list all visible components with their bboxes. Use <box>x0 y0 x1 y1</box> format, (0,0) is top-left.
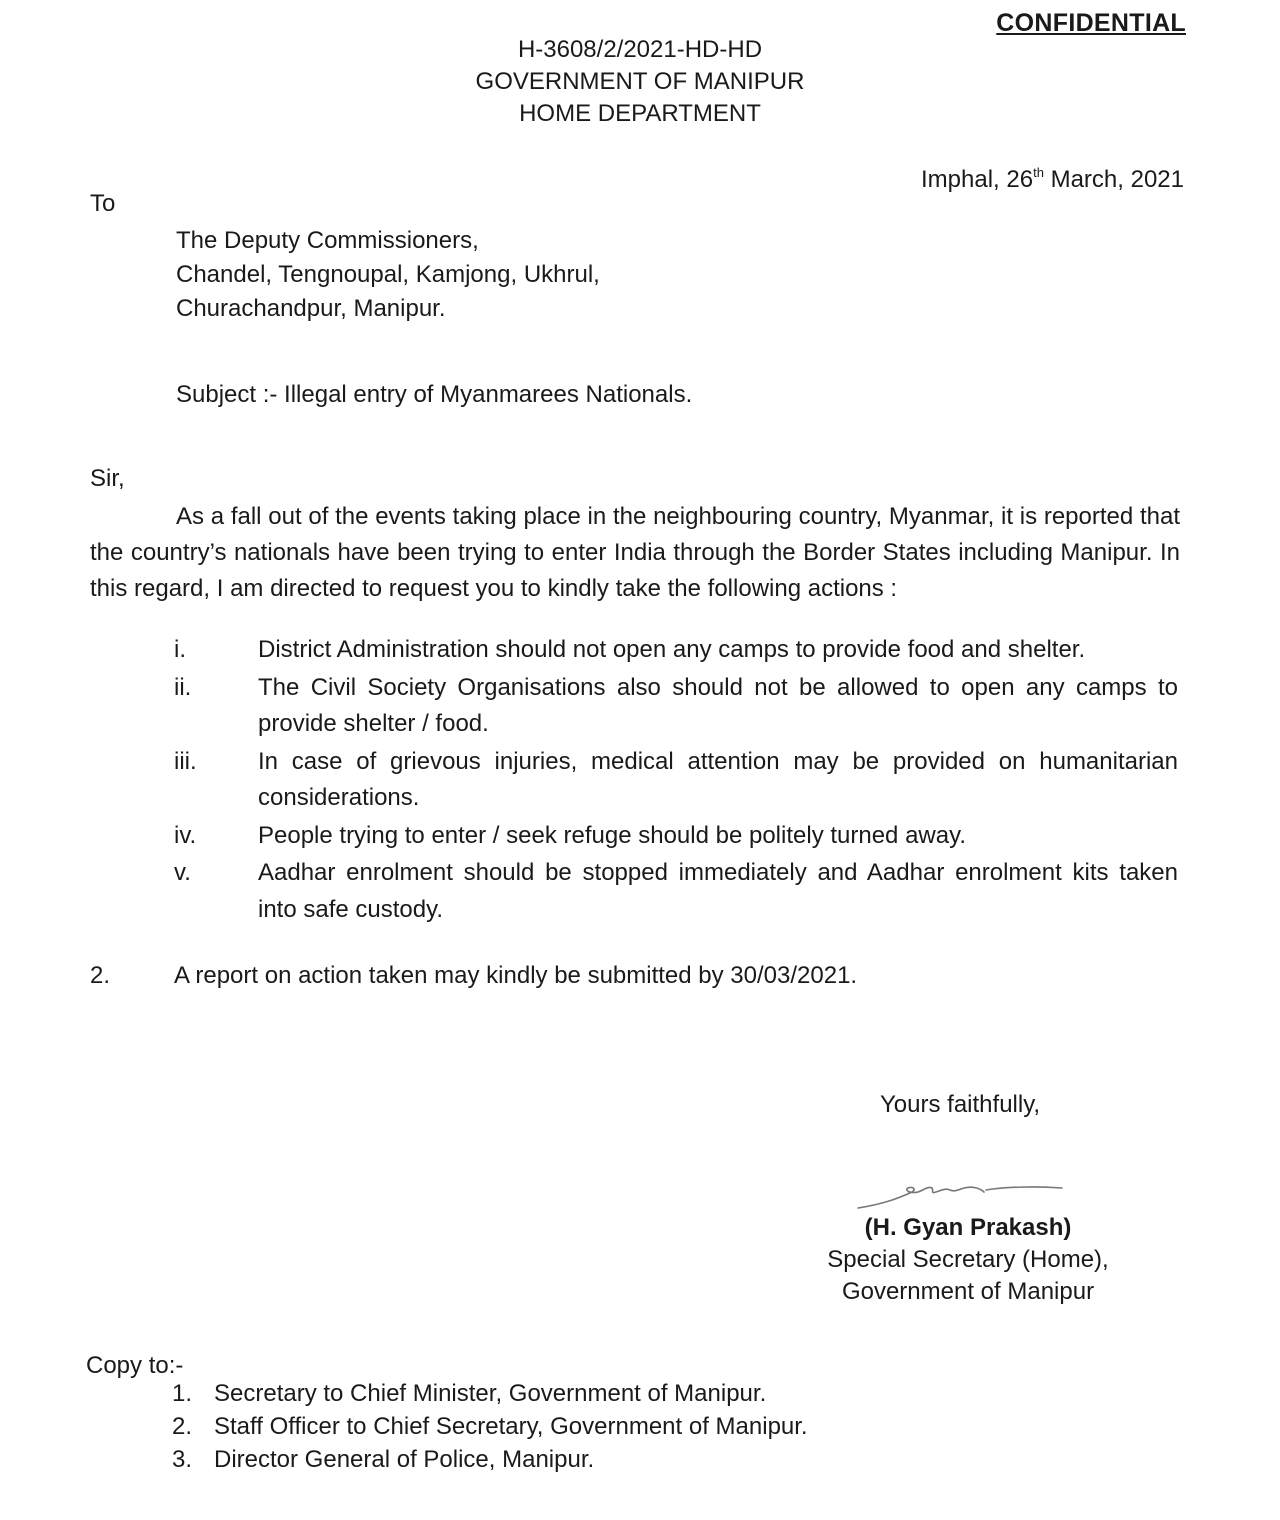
action-item <box>0 744 1280 817</box>
date-prefix: Imphal, 26 <box>921 166 1034 193</box>
action-text: In case of grievous injuries, medical attention may be provided on humanitarian considerations. <box>258 747 1178 811</box>
action-number: v. <box>174 859 191 886</box>
date-rest: March, 2021 <box>1043 166 1184 193</box>
action-number: iii. <box>174 747 197 775</box>
subject-line: Subject :- Illegal entry of Myanmarees Nationals. <box>176 381 693 408</box>
signatory-block <box>808 1212 1128 1308</box>
recipient-line: Chandel, Tengnoupal, Kamjong, Ukhrul, <box>176 261 600 288</box>
action-text: Aadhar enrolment should be stopped immediately and Aadhar enrolment kits taken into safe custody. <box>258 859 1178 923</box>
copy-to-number: 2. <box>172 1413 193 1440</box>
copy-to-text: Director General of Police, Manipur. <box>214 1446 595 1473</box>
department-name: HOME DEPARTMENT <box>519 100 761 127</box>
intro-paragraph: As a fall out of the events taking place in the neighbouring country, Myanmar, it is reported that the country’s nationals have been trying to enter India through the Border States including Manipur. In this regard, I am directed to request you to kindly take the following actions : <box>90 503 1180 602</box>
signatory-organisation: Government of Manipur <box>841 1278 1095 1305</box>
action-list <box>0 632 1280 929</box>
letter-date <box>921 166 1184 195</box>
action-number: iv. <box>174 821 197 849</box>
to-label: To <box>90 190 116 217</box>
action-text: People trying to enter / seek refuge should be politely turned away. <box>258 821 966 849</box>
action-text: The Civil Society Organisations also should not be allowed to open any camps to provide shelter / food. <box>258 673 1178 737</box>
copy-to-text: Secretary to Chief Minister, Government of Manipur. <box>214 1380 767 1407</box>
recipient-address <box>176 224 600 326</box>
copy-to-item <box>172 1443 808 1476</box>
action-number: i. <box>174 636 186 663</box>
closing-line: Yours faithfully, <box>880 1091 1041 1118</box>
copy-to-list <box>172 1377 808 1476</box>
copy-to-number: 3. <box>172 1446 193 1473</box>
signatory-name: (H. Gyan Prakash) <box>864 1214 1072 1241</box>
action-item <box>0 855 1280 928</box>
letterhead <box>440 34 840 130</box>
recipient-line: The Deputy Commissioners, <box>176 227 479 254</box>
action-item <box>0 818 1280 855</box>
report-paragraph-number: 2. <box>90 962 111 989</box>
salutation: Sir, <box>90 465 125 492</box>
date-ordinal: th <box>1033 165 1044 180</box>
copy-to-item <box>172 1410 808 1443</box>
action-text: District Administration should not open any camps to provide food and shelter. <box>258 636 1086 663</box>
report-paragraph-text: A report on action taken may kindly be submitted by 30/03/2021. <box>174 962 858 989</box>
action-item <box>0 670 1280 743</box>
signatory-designation: Special Secretary (Home), <box>827 1246 1109 1273</box>
copy-to-item <box>172 1377 808 1410</box>
government-name: GOVERNMENT OF MANIPUR <box>475 68 805 95</box>
copy-to-text: Staff Officer to Chief Secretary, Government of Manipur. <box>214 1413 808 1440</box>
recipient-line: Churachandpur, Manipur. <box>176 295 446 322</box>
action-number: ii. <box>174 673 192 701</box>
action-item <box>0 632 1280 669</box>
copy-to-number: 1. <box>172 1380 193 1407</box>
confidential-label: CONFIDENTIAL <box>996 9 1186 37</box>
file-number: H-3608/2/2021-HD-HD <box>517 36 763 63</box>
copy-to-label: Copy to:- <box>86 1352 184 1379</box>
